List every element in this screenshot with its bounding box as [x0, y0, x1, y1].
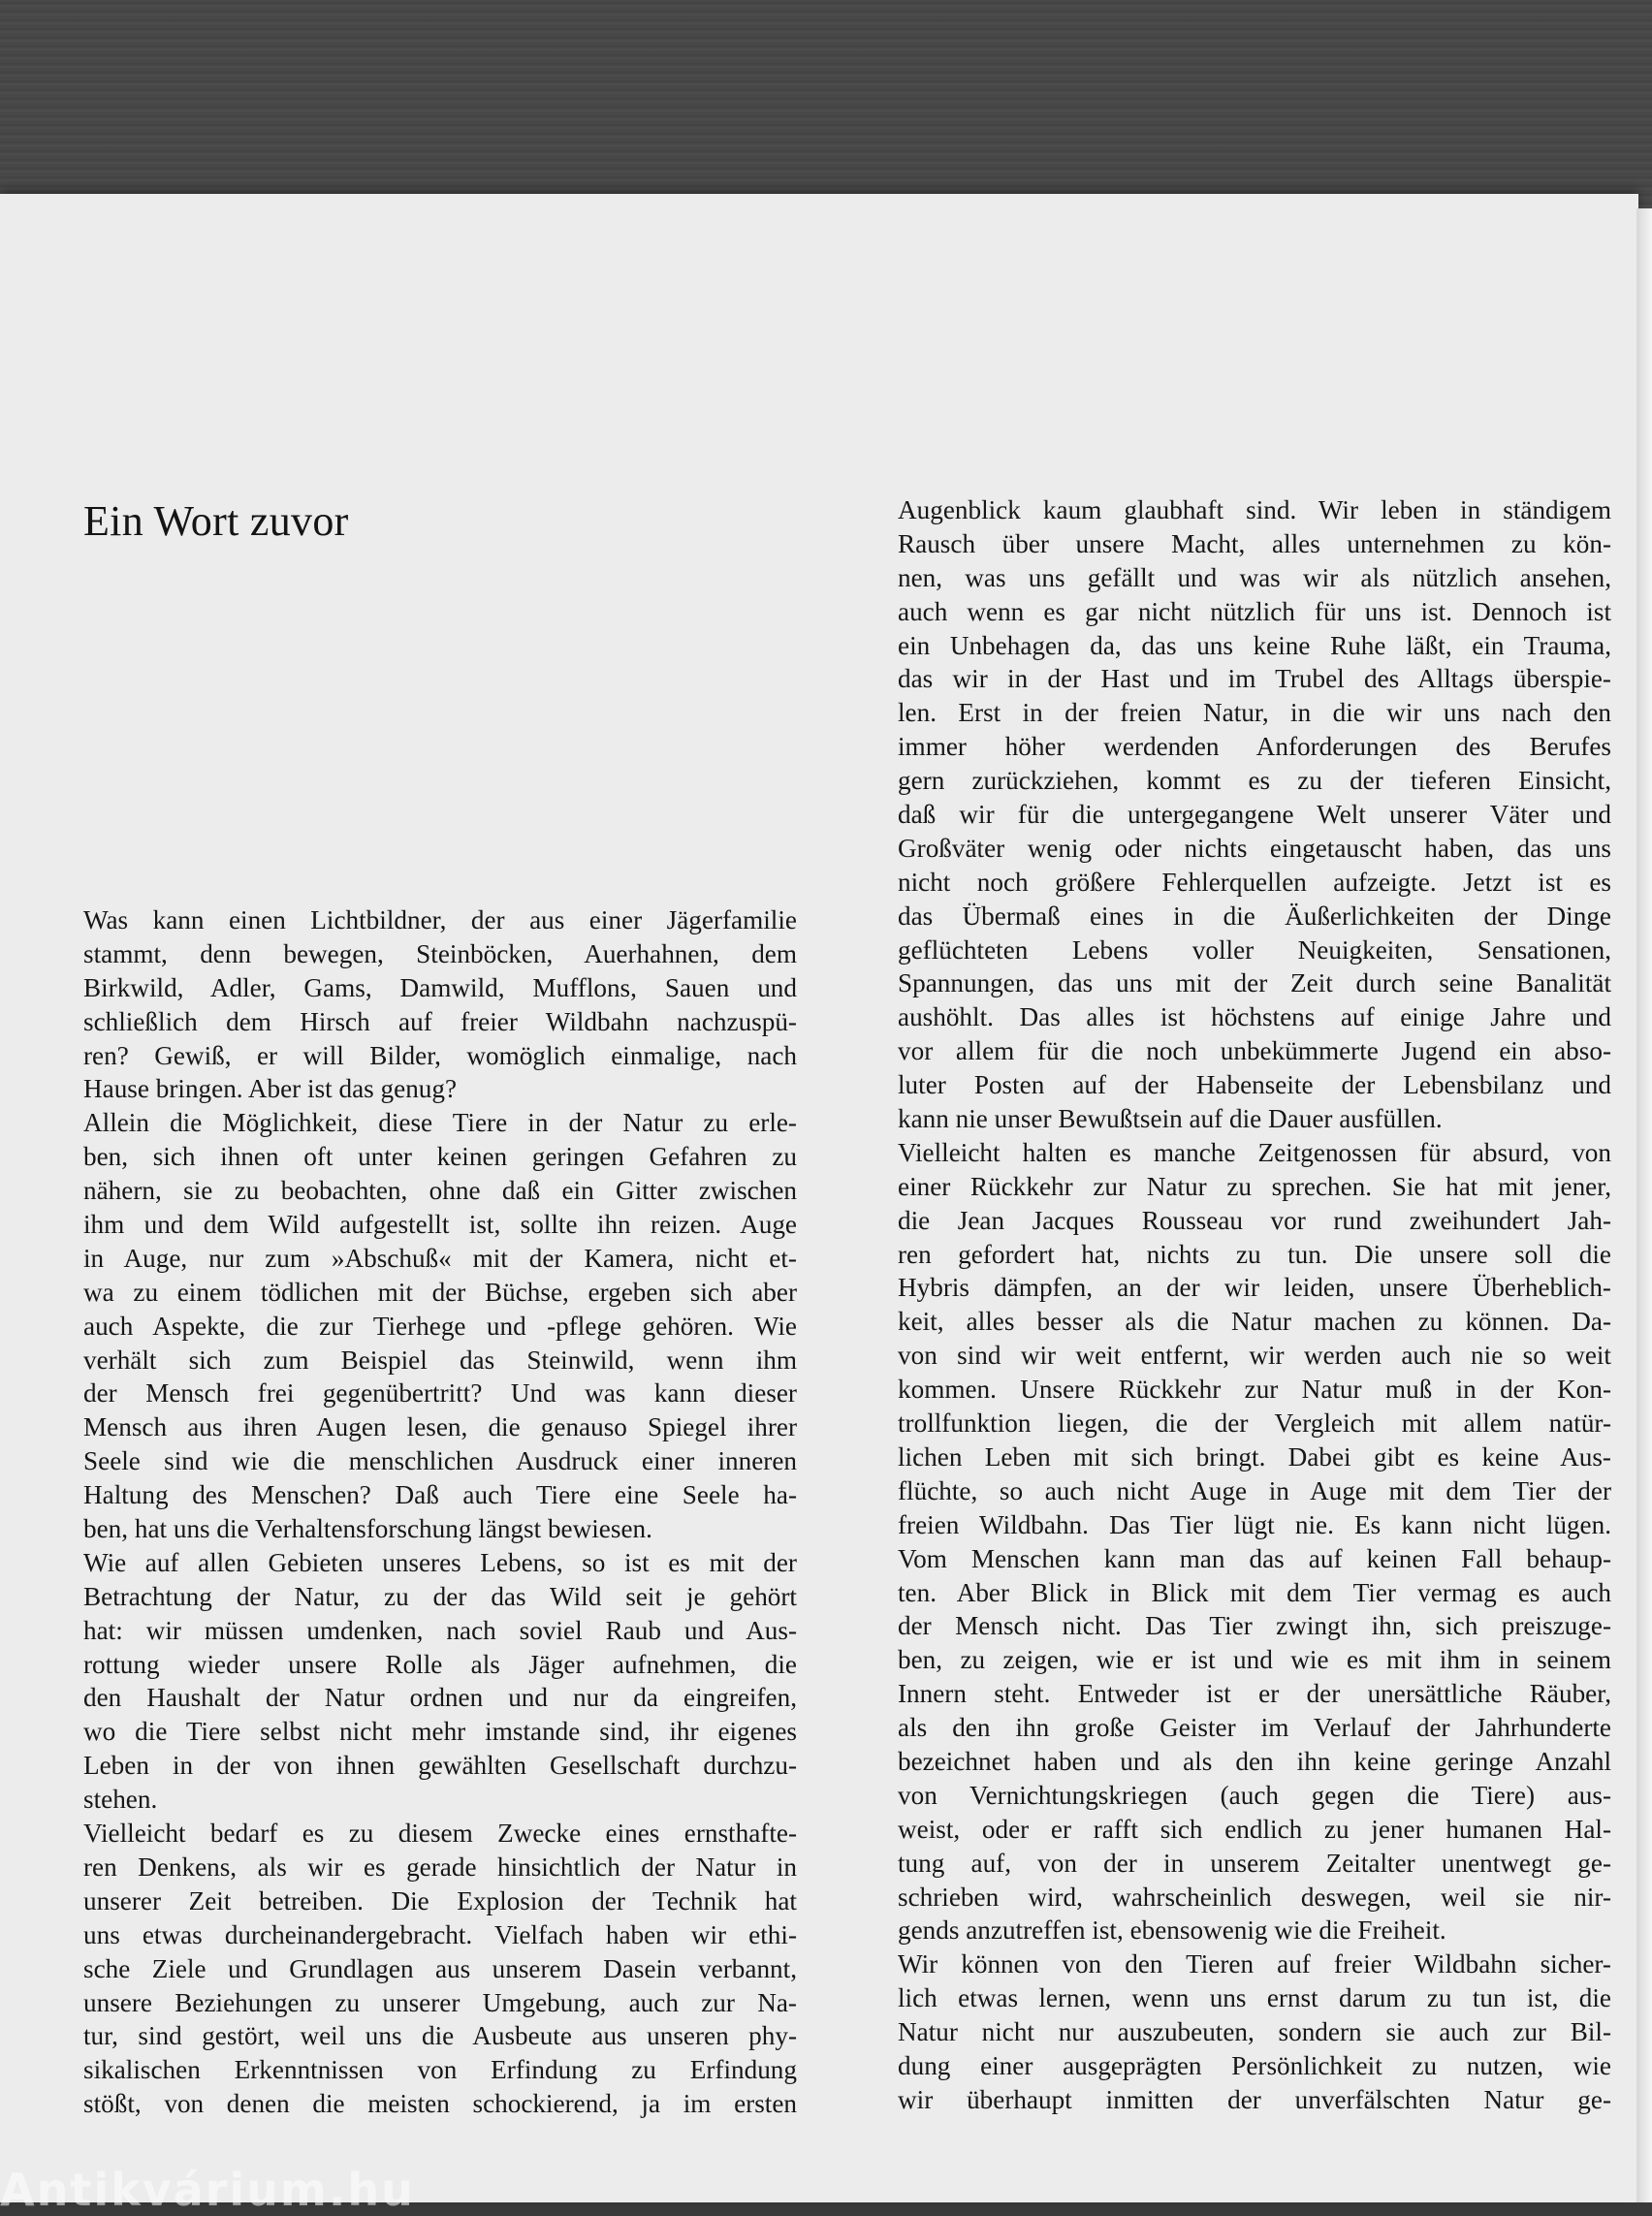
- page-edge: [1636, 208, 1652, 2202]
- left-line: unsere Beziehungen zu unserer Umgebung, auch zur Na-: [83, 1987, 797, 2017]
- right-line: vor allem für die noch unbekümmerte Jugend ein abso-: [898, 1036, 1611, 1066]
- text-column-right: [898, 493, 1611, 2117]
- right-line: ten. Aber Blick in Blick mit dem Tier vermag es auch: [898, 1577, 1611, 1607]
- right-line: immer höher werdenden Anforderungen des Berufes: [898, 732, 1611, 762]
- left-line: verhält sich zum Beispiel das Steinwild, wenn ihm: [83, 1345, 797, 1375]
- right-line: ren gefordert hat, nichts zu tun. Die unsere soll die: [898, 1239, 1611, 1269]
- left-line: uns etwas durcheinandergebracht. Vielfach haben wir ethi-: [83, 1919, 797, 1949]
- right-line: trollfunktion liegen, die der Vergleich mit allem natür-: [898, 1409, 1611, 1439]
- left-line: Seele sind wie die menschlichen Ausdruck einer inneren: [83, 1446, 797, 1476]
- left-line: nähern, sie zu beobachten, ohne daß ein Gitter zwischen: [83, 1176, 797, 1206]
- right-line: gern zurückziehen, kommt es zu der tieferen Einsicht,: [898, 766, 1611, 796]
- right-line: von sind wir weit entfernt, wir werden auch nie so weit: [898, 1341, 1611, 1371]
- right-line: luter Posten auf der Habenseite der Lebensbilanz und: [898, 1070, 1611, 1100]
- right-line: dung einer ausgeprägten Persönlichkeit zu nutzen, wie: [898, 2050, 1611, 2080]
- left-line: in Auge, nur zum »Abschuß« mit der Kamera, nicht et-: [83, 1243, 797, 1273]
- left-line: ben, sich ihnen oft unter keinen geringen Gefahren zu: [83, 1142, 797, 1172]
- right-line: kommen. Unsere Rückkehr zur Natur muß in der Kon-: [898, 1375, 1611, 1405]
- right-line: nicht noch größere Fehlerquellen aufzeigte. Jetzt ist es: [898, 867, 1611, 897]
- right-line: Großväter wenig oder nichts eingetauscht haben, das uns: [898, 833, 1611, 863]
- left-line: Allein die Möglichkeit, diese Tiere in der Natur zu erle-: [83, 1108, 797, 1138]
- right-line: Spannungen, das uns mit der Zeit durch seine Banalität: [898, 968, 1611, 998]
- left-line: Haltung des Menschen? Daß auch Tiere eine Seele ha-: [83, 1480, 797, 1510]
- left-line: tur, sind gestört, weil uns die Ausbeute aus unseren phy-: [83, 2021, 797, 2051]
- right-line: nen, was uns gefällt und was wir als nützlich ansehen,: [898, 562, 1611, 592]
- left-line: der Mensch frei gegenübertritt? Und was kann dieser: [83, 1378, 797, 1409]
- left-line: auch Aspekte, die zur Tierhege und -pflege gehören. Wie: [83, 1311, 797, 1341]
- right-line: Vom Menschen kann man das auf keinen Fall behaup-: [898, 1543, 1611, 1573]
- left-line: Was kann einen Lichtbildner, der aus einer Jägerfamilie: [83, 905, 797, 934]
- right-line: Natur nicht nur auszubeuten, sondern sie auch zur Bil-: [898, 2017, 1611, 2047]
- right-line: einer Rückkehr zur Natur zu sprechen. Sie hat mit jener,: [898, 1171, 1611, 1201]
- watermark: Antikvárium.hu: [0, 2164, 415, 2216]
- right-line: daß wir für die untergegangene Welt unserer Väter und: [898, 800, 1611, 830]
- right-line: gends anzutreffen ist, ebensowenig wie die Freiheit.: [898, 1915, 1446, 1946]
- left-line: Hause bringen. Aber ist das genug?: [83, 1074, 458, 1104]
- right-line: wir überhaupt inmitten der unverfälschten Natur ge-: [898, 2084, 1611, 2114]
- right-line: lichen Leben mit sich bringt. Dabei gibt es keine Aus-: [898, 1441, 1611, 1472]
- right-line: ein Unbehagen da, das uns keine Ruhe läßt, ein Trauma,: [898, 630, 1611, 660]
- left-line: Vielleicht bedarf es zu diesem Zwecke eines ernsthafte-: [83, 1819, 797, 1849]
- left-line: stößt, von denen die meisten schockierend, ja im ersten: [83, 2089, 797, 2119]
- left-line: schließlich dem Hirsch auf freier Wildbahn nachzuspü-: [83, 1006, 797, 1036]
- left-line: ren? Gewiß, er will Bilder, womöglich einmalige, nach: [83, 1040, 797, 1070]
- left-line: sche Ziele und Grundlagen aus unserem Dasein verbannt,: [83, 1953, 797, 1983]
- left-line: Leben in der von ihnen gewählten Gesellschaft durchzu-: [83, 1751, 797, 1781]
- left-line: den Haushalt der Natur ordnen und nur da eingreifen,: [83, 1683, 797, 1713]
- right-line: len. Erst in der freien Natur, in die wir uns nach den: [898, 698, 1611, 728]
- right-line: Rausch über unsere Macht, alles unternehmen zu kön-: [898, 528, 1611, 558]
- right-line: das wir in der Hast und im Trubel des Alltags überspie-: [898, 664, 1611, 694]
- right-line: keit, alles besser als die Natur machen zu können. Da-: [898, 1307, 1611, 1337]
- left-line: hat: wir müssen umdenken, nach soviel Raub und Aus-: [83, 1615, 797, 1645]
- right-line: die Jean Jacques Rousseau vor rund zweihundert Jah-: [898, 1205, 1611, 1235]
- right-line: das Übermaß eines in die Äußerlichkeiten der Dinge: [898, 901, 1611, 931]
- right-line: schrieben wird, wahrscheinlich deswegen, weil sie nir-: [898, 1882, 1611, 1912]
- right-line: flüchte, so auch nicht Auge in Auge mit dem Tier der: [898, 1475, 1611, 1505]
- chapter-heading: Ein Wort zuvor: [83, 497, 349, 545]
- desk-background: [0, 0, 1652, 208]
- right-line: bezeichnet haben und als den ihn keine geringe Anzahl: [898, 1746, 1611, 1776]
- left-line: ihm und dem Wild aufgestellt ist, sollte ihn reizen. Auge: [83, 1210, 797, 1240]
- left-line: stammt, denn bewegen, Steinböcken, Auerhahnen, dem: [83, 938, 797, 968]
- text-column-left: [83, 903, 797, 2121]
- left-line: rottung wieder unsere Rolle als Jäger aufnehmen, die: [83, 1649, 797, 1679]
- right-line: kann nie unser Bewußtsein auf die Dauer ausfüllen.: [898, 1104, 1443, 1134]
- right-line: aushöhlt. Das alles ist höchstens auf einige Jahre und: [898, 1002, 1611, 1032]
- right-line: Hybris dämpfen, an der wir leiden, unsere Überheblich-: [898, 1273, 1611, 1303]
- left-line: unserer Zeit betreiben. Die Explosion der Technik hat: [83, 1885, 797, 1915]
- right-line: Vielleicht halten es manche Zeitgenossen für absurd, von: [898, 1137, 1611, 1167]
- right-line: der Mensch nicht. Das Tier zwingt ihn, sich preiszuge-: [898, 1611, 1611, 1641]
- right-line: tung auf, von der in unserem Zeitalter unentwegt ge-: [898, 1848, 1611, 1878]
- right-line: lich etwas lernen, wenn uns ernst darum zu tun ist, die: [898, 1983, 1611, 2013]
- left-line: Mensch aus ihren Augen lesen, die genauso Spiegel ihrer: [83, 1412, 797, 1442]
- left-line: wa zu einem tödlichen mit der Büchse, ergeben sich aber: [83, 1277, 797, 1307]
- right-line: Wir können von den Tieren auf freier Wildbahn sicher-: [898, 1949, 1611, 1979]
- right-line: Augenblick kaum glaubhaft sind. Wir leben in ständigem: [898, 495, 1611, 524]
- right-line: von Vernichtungskriegen (auch gegen die Tiere) aus-: [898, 1780, 1611, 1810]
- right-line: Innern steht. Entweder ist er der unersättliche Räuber,: [898, 1679, 1611, 1709]
- right-line: freien Wildbahn. Das Tier lügt nie. Es kann nicht lügen.: [898, 1509, 1611, 1539]
- left-line: ren Denkens, als wir es gerade hinsichtlich der Natur in: [83, 1852, 797, 1882]
- right-line: ben, zu zeigen, wie er ist und wie es mit ihm in seinem: [898, 1645, 1611, 1675]
- left-line: Wie auf allen Gebieten unseres Lebens, so ist es mit der: [83, 1547, 797, 1577]
- left-line: Betrachtung der Natur, zu der das Wild seit je gehört: [83, 1581, 797, 1611]
- left-line: sikalischen Erkenntnissen von Erfindung zu Erfindung: [83, 2055, 797, 2085]
- right-line: als den ihn große Geister im Verlauf der Jahrhunderte: [898, 1713, 1611, 1743]
- left-line: stehen.: [83, 1785, 158, 1815]
- right-line: weist, oder er rafft sich endlich zu jener humanen Hal-: [898, 1814, 1611, 1844]
- left-line: Birkwild, Adler, Gams, Damwild, Mufflons, Sauen und: [83, 972, 797, 1002]
- left-line: wo die Tiere selbst nicht mehr imstande sind, ihr eigenes: [83, 1717, 797, 1747]
- right-line: geflüchteten Lebens voller Neuigkeiten, Sensationen,: [898, 934, 1611, 965]
- left-line: ben, hat uns die Verhaltensforschung längst bewiesen.: [83, 1514, 652, 1544]
- right-line: auch wenn es gar nicht nützlich für uns ist. Dennoch ist: [898, 596, 1611, 626]
